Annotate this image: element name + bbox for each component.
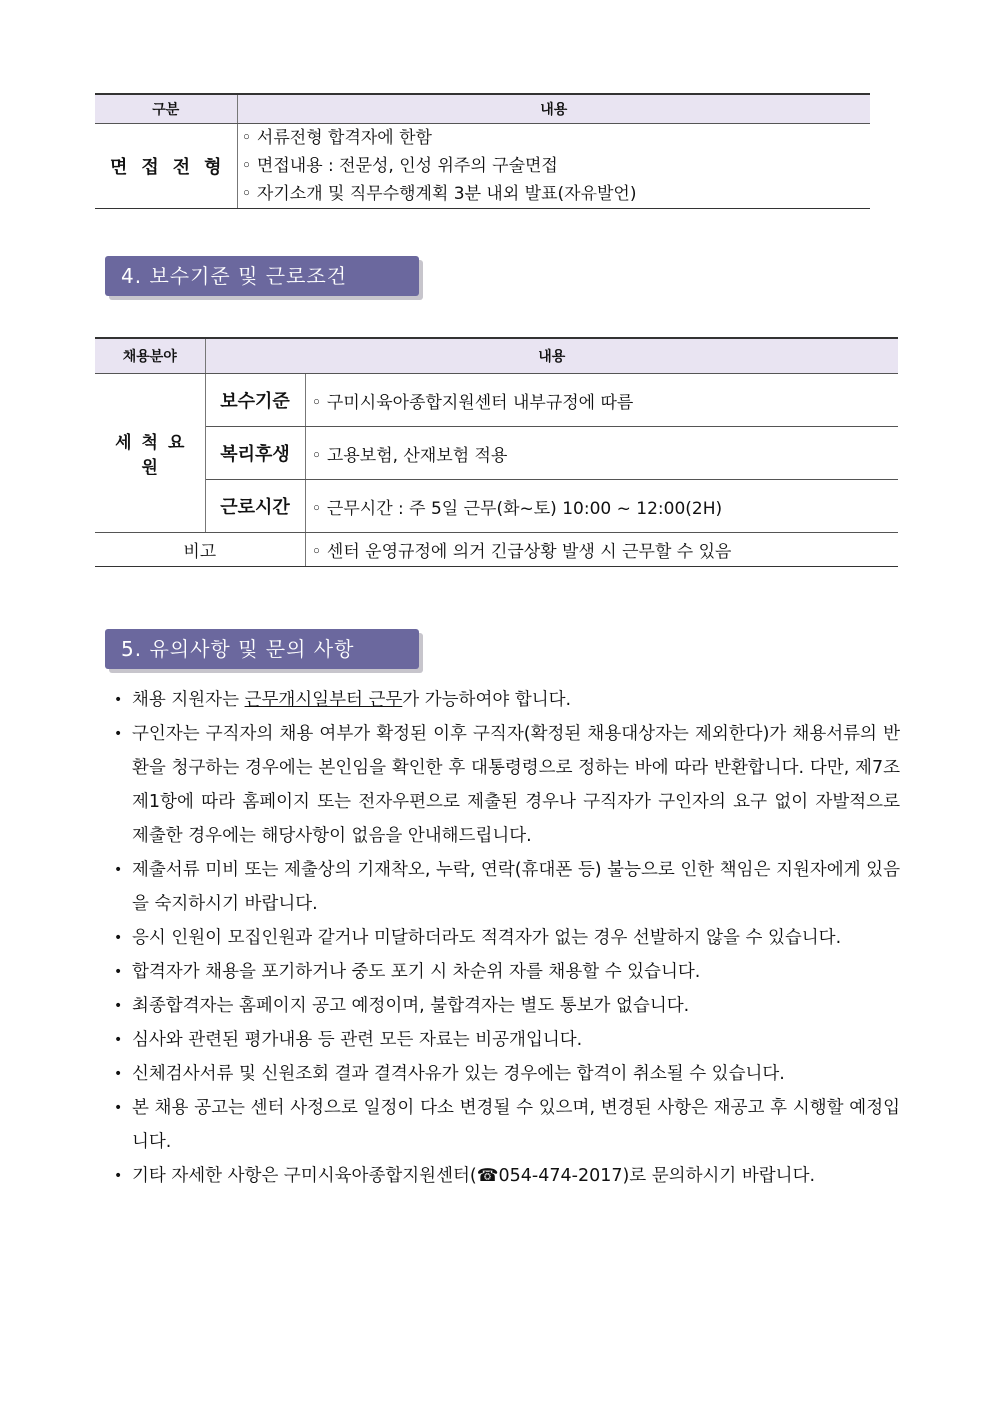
bullet-icon: • bbox=[114, 726, 123, 742]
notice-text: 심사와 관련된 평가내용 등 관련 모든 자료는 비공개입니다. bbox=[132, 1030, 583, 1050]
work-hours-content: ◦ 근무시간 : 주 5일 근무(화~토) 10:00 ~ 12:00(2H) bbox=[305, 480, 898, 533]
bullet-icon: • bbox=[114, 692, 123, 708]
interview-line: ◦ 면접내용 : 전문성, 인성 위주의 구술면접 bbox=[241, 156, 558, 176]
notice-text: 기타 자세한 사항은 구미시육아종합지원센터(☎054-474-2017)로 문의하시기 바랍니다. bbox=[132, 1166, 816, 1186]
pay-table-header-field: 채용분야 bbox=[95, 338, 205, 374]
note-content: ◦ 센터 운영규정에 의거 긴급상황 발생 시 근무할 수 있음 bbox=[305, 533, 898, 567]
pay-standard-label: 보수기준 bbox=[205, 374, 305, 427]
bullet-icon: • bbox=[114, 998, 123, 1014]
notice-text: 구인자는 구직자의 채용 여부가 확정된 이후 구직자(확정된 채용대상자는 제외한다)가 채용서류의 반환을 청구하는 경우에는 본인임을 확인한 후 대통령령으로 정하는 바에 따라 반환합니다. 다만, 제7조 제1항에 따라 홈페이지 또는 전자우편으로 제출된 경우나 구직자가 구인자의 요구 없이 자발적으로 제출한 경우에는 해당사항이 없음을 안내해드립니다. bbox=[132, 724, 900, 846]
notice-item bbox=[112, 1159, 900, 1193]
bullet-icon: • bbox=[114, 1168, 123, 1184]
notice-text: 합격자가 채용을 포기하거나 중도 포기 시 차순위 자를 채용할 수 있습니다. bbox=[132, 962, 701, 982]
notice-underlined-text: 근무개시일부터 근무 bbox=[244, 690, 403, 710]
notice-text: 응시 인원이 모집인원과 같거나 미달하더라도 적격자가 없는 경우 선발하지 않을 수 있습니다. bbox=[132, 928, 842, 948]
work-hours-label: 근로시간 bbox=[205, 480, 305, 533]
notice-item bbox=[112, 955, 900, 989]
notice-text: 본 채용 공고는 센터 사정으로 일정이 다소 변경될 수 있으며, 변경된 사항은 재공고 후 시행할 예정입니다. bbox=[132, 1098, 900, 1152]
bullet-icon: • bbox=[114, 930, 123, 946]
notice-text: 최종합격자는 홈페이지 공고 예정이며, 불합격자는 별도 통보가 없습니다. bbox=[132, 996, 690, 1016]
notice-item bbox=[112, 717, 900, 853]
notice-item bbox=[112, 921, 900, 955]
notice-text: 채용 지원자는 bbox=[132, 690, 245, 710]
bullet-icon: • bbox=[114, 1032, 123, 1048]
note-label: 비고 bbox=[95, 533, 305, 567]
bullet-icon: • bbox=[114, 964, 123, 980]
notice-item bbox=[112, 1091, 900, 1159]
interview-table-header-content: 내용 bbox=[237, 94, 870, 124]
notice-item bbox=[112, 1057, 900, 1091]
pay-conditions-table bbox=[95, 337, 898, 567]
notice-text: 제출서류 미비 또는 제출상의 기재착오, 누락, 연락(휴대폰 등) 불능으로 인한 책임은 지원자에게 있음을 숙지하시기 바랍니다. bbox=[132, 860, 900, 914]
notice-item bbox=[112, 683, 900, 717]
notice-item bbox=[112, 853, 900, 921]
bullet-icon: • bbox=[114, 1066, 123, 1082]
interview-line: ◦ 자기소개 및 직무수행계획 3분 내외 발표(자유발언) bbox=[241, 184, 637, 204]
welfare-label: 복리후생 bbox=[205, 427, 305, 480]
interview-line: ◦ 서류전형 합격자에 한함 bbox=[241, 128, 432, 148]
bullet-icon: • bbox=[114, 1100, 123, 1116]
section-4-header: 4. 보수기준 및 근로조건 bbox=[105, 256, 419, 296]
notice-item bbox=[112, 989, 900, 1023]
interview-table bbox=[95, 93, 870, 209]
interview-table-header-category: 구분 bbox=[95, 94, 237, 124]
job-group-label: 세척요원 bbox=[95, 374, 205, 533]
notice-text: 가 가능하여야 합니다. bbox=[402, 690, 572, 710]
notice-text: 신체검사서류 및 신원조회 결과 결격사유가 있는 경우에는 합격이 취소될 수 있습니다. bbox=[132, 1064, 785, 1084]
notice-list bbox=[112, 683, 900, 1193]
pay-table-header-content: 내용 bbox=[205, 338, 898, 374]
pay-standard-content: ◦ 구미시육아종합지원센터 내부규정에 따름 bbox=[305, 374, 898, 427]
notice-item bbox=[112, 1023, 900, 1057]
interview-row-content bbox=[237, 124, 870, 209]
bullet-icon: • bbox=[114, 862, 123, 878]
interview-row-label: 면접전형 bbox=[95, 124, 237, 209]
welfare-content: ◦ 고용보험, 산재보험 적용 bbox=[305, 427, 898, 480]
section-5-header: 5. 유의사항 및 문의 사항 bbox=[105, 629, 419, 669]
